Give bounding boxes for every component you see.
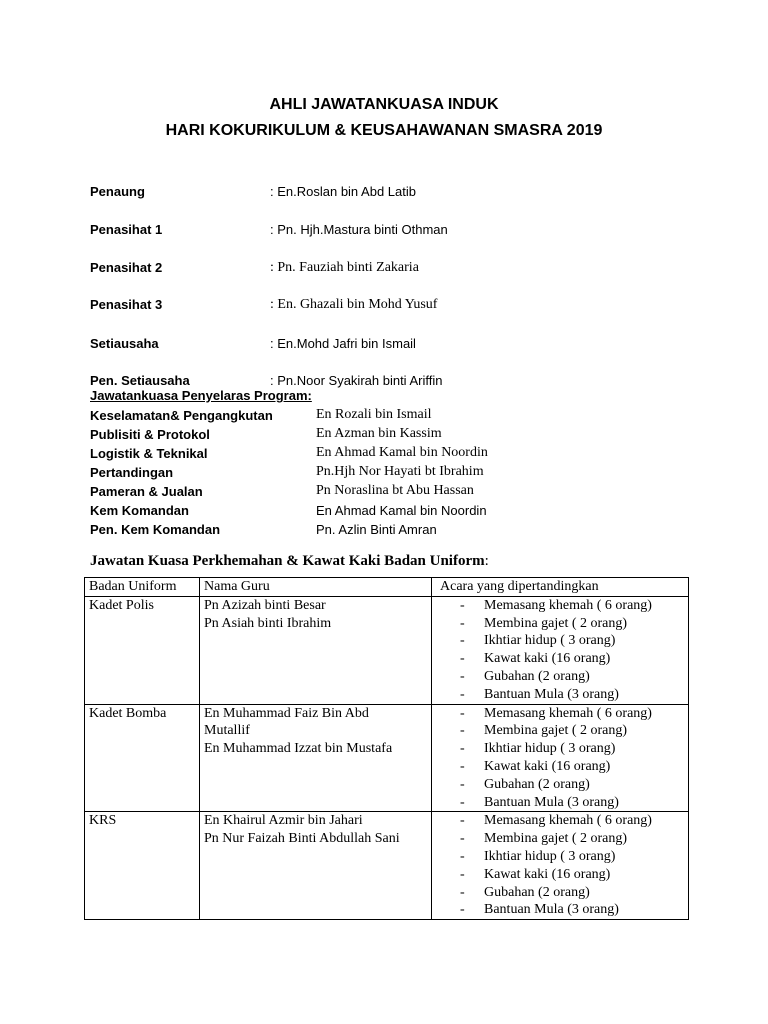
list-item: [436, 866, 688, 884]
patron-name-value: : Pn. Fauziah binti Zakaria: [270, 260, 419, 275]
list-item: [436, 705, 688, 723]
bullet-dash: -: [460, 884, 465, 900]
bullet-dash: -: [460, 633, 465, 649]
teacher-names-cell: [200, 596, 432, 704]
column-header: Acara yang dipertandingkan: [432, 578, 689, 597]
committee-role-label: Publisiti & Protokol: [90, 427, 210, 442]
teacher-name: Mutallif: [204, 723, 250, 739]
teacher-name: En Muhammad Faiz Bin Abd: [204, 705, 369, 721]
bullet-dash: -: [460, 813, 465, 829]
patron-role-label: Setiausaha: [90, 336, 159, 351]
teacher-name: Pn Nur Faizah Binti Abdullah Sani: [204, 831, 400, 847]
bullet-dash: -: [460, 705, 465, 721]
events-cell: [432, 812, 689, 920]
event-text: Memasang khemah ( 6 orang): [484, 705, 652, 721]
bullet-dash: -: [460, 597, 465, 613]
event-text: Ikhtiar hidup ( 3 orang): [484, 848, 616, 864]
list-item: [436, 686, 688, 704]
event-text: Kawat kaki (16 orang): [484, 651, 611, 667]
event-text: Bantuan Mula (3 orang): [484, 686, 619, 702]
event-list: [436, 705, 688, 812]
list-item: [436, 812, 688, 830]
committee-role-label: Keselamatan& Pengangkutan: [90, 408, 273, 423]
patron-role-label: Pen. Setiausaha: [90, 373, 190, 388]
bullet-dash: -: [460, 686, 465, 702]
uniform-section-heading: Jawatan Kuasa Perkhemahan & Kawat Kaki Badan Uniform:: [90, 553, 489, 569]
event-text: Gubahan (2 orang): [484, 776, 590, 792]
teacher-name: Pn Azizah binti Besar: [204, 597, 326, 613]
list-item: [436, 901, 688, 919]
table-row: [85, 812, 689, 920]
teacher-name: Pn Asiah binti Ibrahim: [204, 615, 332, 631]
event-text: Gubahan (2 orang): [484, 884, 590, 900]
committee-role-label: Pertandingan: [90, 465, 174, 480]
list-item: [436, 632, 688, 650]
list-item: [436, 884, 688, 902]
patron-name-value: : En. Ghazali bin Mohd Yusuf: [270, 297, 438, 312]
table-row: [85, 704, 689, 812]
uniform-unit-cell: KRS: [85, 812, 200, 920]
bullet-dash: -: [460, 848, 465, 864]
list-item: [436, 740, 688, 758]
bullet-dash: -: [460, 866, 465, 882]
event-text: Bantuan Mula (3 orang): [484, 794, 619, 810]
patron-name-value: : Pn.Noor Syakirah binti Ariffin: [270, 373, 443, 388]
bullet-dash: -: [460, 723, 465, 739]
bullet-dash: -: [460, 831, 465, 847]
event-text: Kawat kaki (16 orang): [484, 866, 611, 882]
committee-role-label: Kem Komandan: [90, 503, 189, 518]
bullet-dash: -: [460, 776, 465, 792]
event-text: Membina gajet ( 2 orang): [484, 831, 628, 847]
event-text: Membina gajet ( 2 orang): [484, 615, 628, 631]
list-item: [436, 776, 688, 794]
list-item: [436, 830, 688, 848]
committee-member-name: En Rozali bin Ismail: [316, 407, 432, 422]
committee-role-label: Pameran & Jualan: [90, 484, 203, 499]
event-list: [436, 597, 688, 704]
committee-member-name: En Ahmad Kamal bin Noordin: [316, 503, 487, 518]
list-item: [436, 758, 688, 776]
event-text: Gubahan (2 orang): [484, 668, 590, 684]
committee-heading: Jawatankuasa Penyelaras Program:: [90, 388, 312, 403]
event-text: Bantuan Mula (3 orang): [484, 902, 619, 918]
events-cell: [432, 596, 689, 704]
teacher-name: En Muhammad Izzat bin Mustafa: [204, 741, 393, 757]
list-item: [436, 650, 688, 668]
event-text: Kawat kaki (16 orang): [484, 758, 611, 774]
document-title-line1: AHLI JAWATANKUASA INDUK: [269, 96, 499, 113]
teacher-names-cell: [200, 812, 432, 920]
bullet-dash: -: [460, 758, 465, 774]
event-text: Ikhtiar hidup ( 3 orang): [484, 633, 616, 649]
committee-role-label: Logistik & Teknikal: [90, 446, 208, 461]
patron-role-label: Penasihat 1: [90, 222, 163, 237]
patron-name-value: : Pn. Hjh.Mastura binti Othman: [270, 222, 448, 237]
bullet-dash: -: [460, 794, 465, 810]
list-item: [436, 848, 688, 866]
list-item: [436, 597, 688, 615]
list-item: [436, 668, 688, 686]
document-title-line2: HARI KOKURIKULUM & KEUSAHAWANAN SMASRA 2019: [165, 122, 603, 139]
uniform-unit-cell: Kadet Polis: [85, 596, 200, 704]
event-text: Memasang khemah ( 6 orang): [484, 597, 652, 613]
list-item: [436, 615, 688, 633]
teacher-name: En Khairul Azmir bin Jahari: [204, 813, 363, 829]
event-text: Membina gajet ( 2 orang): [484, 723, 628, 739]
patron-role-label: Penasihat 3: [90, 297, 163, 312]
column-header: Badan Uniform: [85, 578, 200, 597]
bullet-dash: -: [460, 668, 465, 684]
event-text: Memasang khemah ( 6 orang): [484, 813, 652, 829]
committee-member-name: En Azman bin Kassim: [316, 426, 442, 441]
teacher-names-cell: [200, 704, 432, 812]
event-text: Ikhtiar hidup ( 3 orang): [484, 741, 616, 757]
list-item: [436, 722, 688, 740]
patron-name-value: : En.Roslan bin Abd Latib: [270, 184, 416, 199]
bullet-dash: -: [460, 615, 465, 631]
patron-name-value: : En.Mohd Jafri bin Ismail: [270, 336, 416, 351]
table-header-row: [85, 578, 689, 597]
list-item: [436, 794, 688, 812]
committee-role-label: Pen. Kem Komandan: [90, 522, 221, 537]
column-header: Nama Guru: [200, 578, 432, 597]
committee-member-name: Pn Noraslina bt Abu Hassan: [316, 483, 474, 498]
bullet-dash: -: [460, 902, 465, 918]
bullet-dash: -: [460, 651, 465, 667]
committee-member-name: Pn. Azlin Binti Amran: [316, 522, 437, 537]
patron-role-label: Penaung: [90, 184, 145, 199]
table-row: [85, 596, 689, 704]
uniform-unit-cell: Kadet Bomba: [85, 704, 200, 812]
events-cell: [432, 704, 689, 812]
event-list: [436, 812, 688, 919]
uniform-table: [84, 577, 689, 920]
committee-member-name: En Ahmad Kamal bin Noordin: [316, 445, 488, 460]
patron-role-label: Penasihat 2: [90, 260, 163, 275]
bullet-dash: -: [460, 741, 465, 757]
committee-member-name: Pn.Hjh Nor Hayati bt Ibrahim: [316, 464, 484, 479]
